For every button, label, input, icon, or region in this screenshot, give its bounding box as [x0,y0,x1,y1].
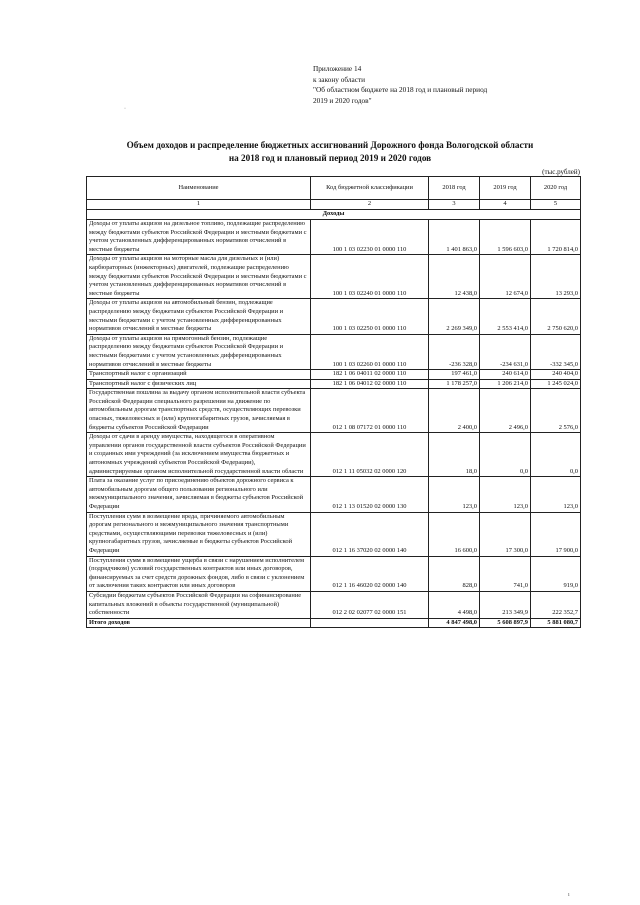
table-row [87,433,581,477]
scan-dot: · [124,106,126,112]
row-2018: 12 438,0 [429,255,480,299]
row-name: Поступления сумм в возмещение вреда, причиняемого автомобильным дорогам регионального и межмуниципального значения транспортными средствами, осуществляющими перевозки тяжеловесных и (или) крупногабаритных грузов, зачисляемые в бюджеты субъектов Российской Федерации [87,512,311,556]
row-2018: 2 400,0 [429,389,480,433]
row-2020: 0,0 [531,433,581,477]
total-code [311,618,429,628]
row-name: Плата за оказание услуг по присоединению объектов дорожного сервиса к автомобильным дорогам общего пользования регионального или межмуниципального значения, зачисляемая в бюджеты субъектов Российской Федерации [87,477,311,512]
row-2020: 123,0 [531,477,581,512]
row-2020: 13 293,0 [531,255,581,299]
table-row [87,334,581,369]
table-row [87,477,581,512]
row-2018: 197 461,0 [429,370,480,380]
row-name: Доходы от уплаты акцизов на дизельное топливо, подлежащие распределению между бюджетами субъектов Российской Федерации и местными бюджетами с учетом установленных дифференцированных нормативов отчислений в местные бюджеты [87,220,311,255]
row-2020: 17 900,0 [531,512,581,556]
total-label: Итого доходов [87,618,311,628]
total-2020: 5 881 080,7 [531,618,581,628]
scan-mark: ı [568,892,570,898]
row-name: Поступления сумм в возмещение ущерба в связи с нарушением исполнителем (подрядчиком) условий государственных контрактов или иных договоров, финансируемых за счет средств дорожных фондов, либо в связи с уклонением от заключения таких контрактов или иных договоров [87,556,311,591]
row-code: 012 2 02 02077 02 0000 151 [311,591,429,618]
row-2019: 1 596 603,0 [480,220,531,255]
row-name: Доходы от сдачи в аренду имущества, находящегося в оперативном управлении органов государственной власти субъектов Российской Федерации и созданных ими учреждений (за исключением имущества бюджетных и автономных учреждений субъектов Российской Федерации), администрируемые органом исполнительной государственной власти области [87,433,311,477]
appendix-line-3: "Об областном бюджете на 2018 год и плановый период [313,85,488,95]
column-number-row [87,200,581,210]
table-row [87,512,581,556]
row-2018: 1 401 863,0 [429,220,480,255]
header-2019: 2019 год [480,177,531,200]
row-name: Доходы от уплаты акцизов на автомобильный бензин, подлежащие распределению между бюджетами субъектов Российской Федерации и местными бюджетами с учетом установленных дифференцированных нормативов отчислений в местные бюджеты [87,299,311,334]
document-title [60,139,600,164]
row-code: 012 1 16 46020 02 0000 140 [311,556,429,591]
column-number: 2 [311,200,429,210]
row-2020: 2 750 620,0 [531,299,581,334]
column-number: 5 [531,200,581,210]
header-name: Наименование [87,177,311,200]
row-2019: 1 206 214,0 [480,379,531,389]
appendix-line-1: Приложение 14 [313,64,362,73]
row-name: Доходы от уплаты акцизов на прямогонный бензин, подлежащие распределению между бюджетами субъектов Российской Федерации и местными бюджетами с учетом установленных дифференцированных нормативов отчислений в местные бюджеты [87,334,311,369]
table-row [87,379,581,389]
row-2019: 123,0 [480,477,531,512]
row-code: 182 1 06 04012 02 0000 110 [311,379,429,389]
appendix-line-2: к закону области [313,74,366,84]
row-2019: 240 614,0 [480,370,531,380]
row-2018: 4 498,0 [429,591,480,618]
table-row [87,591,581,618]
row-code: 100 1 03 02260 01 0000 110 [311,334,429,369]
row-code: 100 1 03 02250 01 0000 110 [311,299,429,334]
column-number: 3 [429,200,480,210]
row-2019: 17 300,0 [480,512,531,556]
row-2020: -332 345,0 [531,334,581,369]
units-label: (тыс.рублей) [542,168,580,176]
appendix-line-4: 2019 и 2020 годов" [313,95,372,105]
section-label: Доходы [87,210,581,220]
table-row [87,255,581,299]
row-2019: -234 631,0 [480,334,531,369]
row-2020: 1 720 814,0 [531,220,581,255]
section-row [87,210,581,220]
header-2018: 2018 год [429,177,480,200]
row-code: 012 1 08 07172 01 0000 110 [311,389,429,433]
appendix-block [313,64,573,106]
row-2019: 213 349,9 [480,591,531,618]
row-name: Транспортный налог с физических лиц [87,379,311,389]
title-line-1: Объем доходов и распределение бюджетных ассигнований Дорожного фонда Вологодской области [126,140,534,150]
row-code: 182 1 06 04011 02 0000 110 [311,370,429,380]
table-row [87,370,581,380]
title-line-2: на 2018 год и плановый период 2019 и 2020 годов [228,152,432,163]
row-name: Субсидии бюджетам субъектов Российской Федерации на софинансирование капитальных вложений в объекты государственной (муниципальной) собственности [87,591,311,618]
row-code: 100 1 03 02240 01 0000 110 [311,255,429,299]
row-2019: 0,0 [480,433,531,477]
row-2019: 741,0 [480,556,531,591]
row-2019: 12 674,0 [480,255,531,299]
row-2018: 1 178 257,0 [429,379,480,389]
row-name: Доходы от уплаты акцизов на моторные масла для дизельных и (или) карбюраторных (инжекторных) двигателей, подлежащие распределению между бюджетами субъектов Российской Федерации и местными бюджетами с учетом установленных дифференцированных нормативов отчислений в местные бюджеты [87,255,311,299]
row-2020: 1 245 024,0 [531,379,581,389]
row-2018: 18,0 [429,433,480,477]
row-2018: 16 600,0 [429,512,480,556]
budget-table [86,176,581,628]
row-2019: 2 553 414,0 [480,299,531,334]
table-row [87,220,581,255]
total-2018: 4 847 498,0 [429,618,480,628]
row-2018: 123,0 [429,477,480,512]
row-name: Транспортный налог с организаций [87,370,311,380]
column-number: 4 [480,200,531,210]
row-code: 012 1 13 01520 02 0000 130 [311,477,429,512]
header-2020: 2020 год [531,177,581,200]
total-2019: 5 608 897,9 [480,618,531,628]
header-row [87,177,581,200]
row-2020: 240 404,0 [531,370,581,380]
row-code: 012 1 16 37020 02 0000 140 [311,512,429,556]
row-2020: 919,0 [531,556,581,591]
row-2020: 222 352,7 [531,591,581,618]
row-2018: -236 328,0 [429,334,480,369]
header-code: Код бюджетной классификации [311,177,429,200]
column-number: 1 [87,200,311,210]
row-name: Государственная пошлина за выдачу органом исполнительной власти субъекта Российской Федерации специального разрешения на движение по автомобильным дорогам транспортных средств, осуществляющих перевозки опасных, тяжеловесных и (или) крупногабаритных грузов, зачисляемая в бюджеты субъектов Российской Федерации [87,389,311,433]
total-row [87,618,581,628]
row-2020: 2 576,0 [531,389,581,433]
table-row [87,556,581,591]
row-code: 012 1 11 05032 02 0000 120 [311,433,429,477]
row-2018: 828,0 [429,556,480,591]
table-row [87,389,581,433]
row-2018: 2 269 349,0 [429,299,480,334]
table-row [87,299,581,334]
row-2019: 2 496,0 [480,389,531,433]
row-code: 100 1 03 02230 01 0000 110 [311,220,429,255]
